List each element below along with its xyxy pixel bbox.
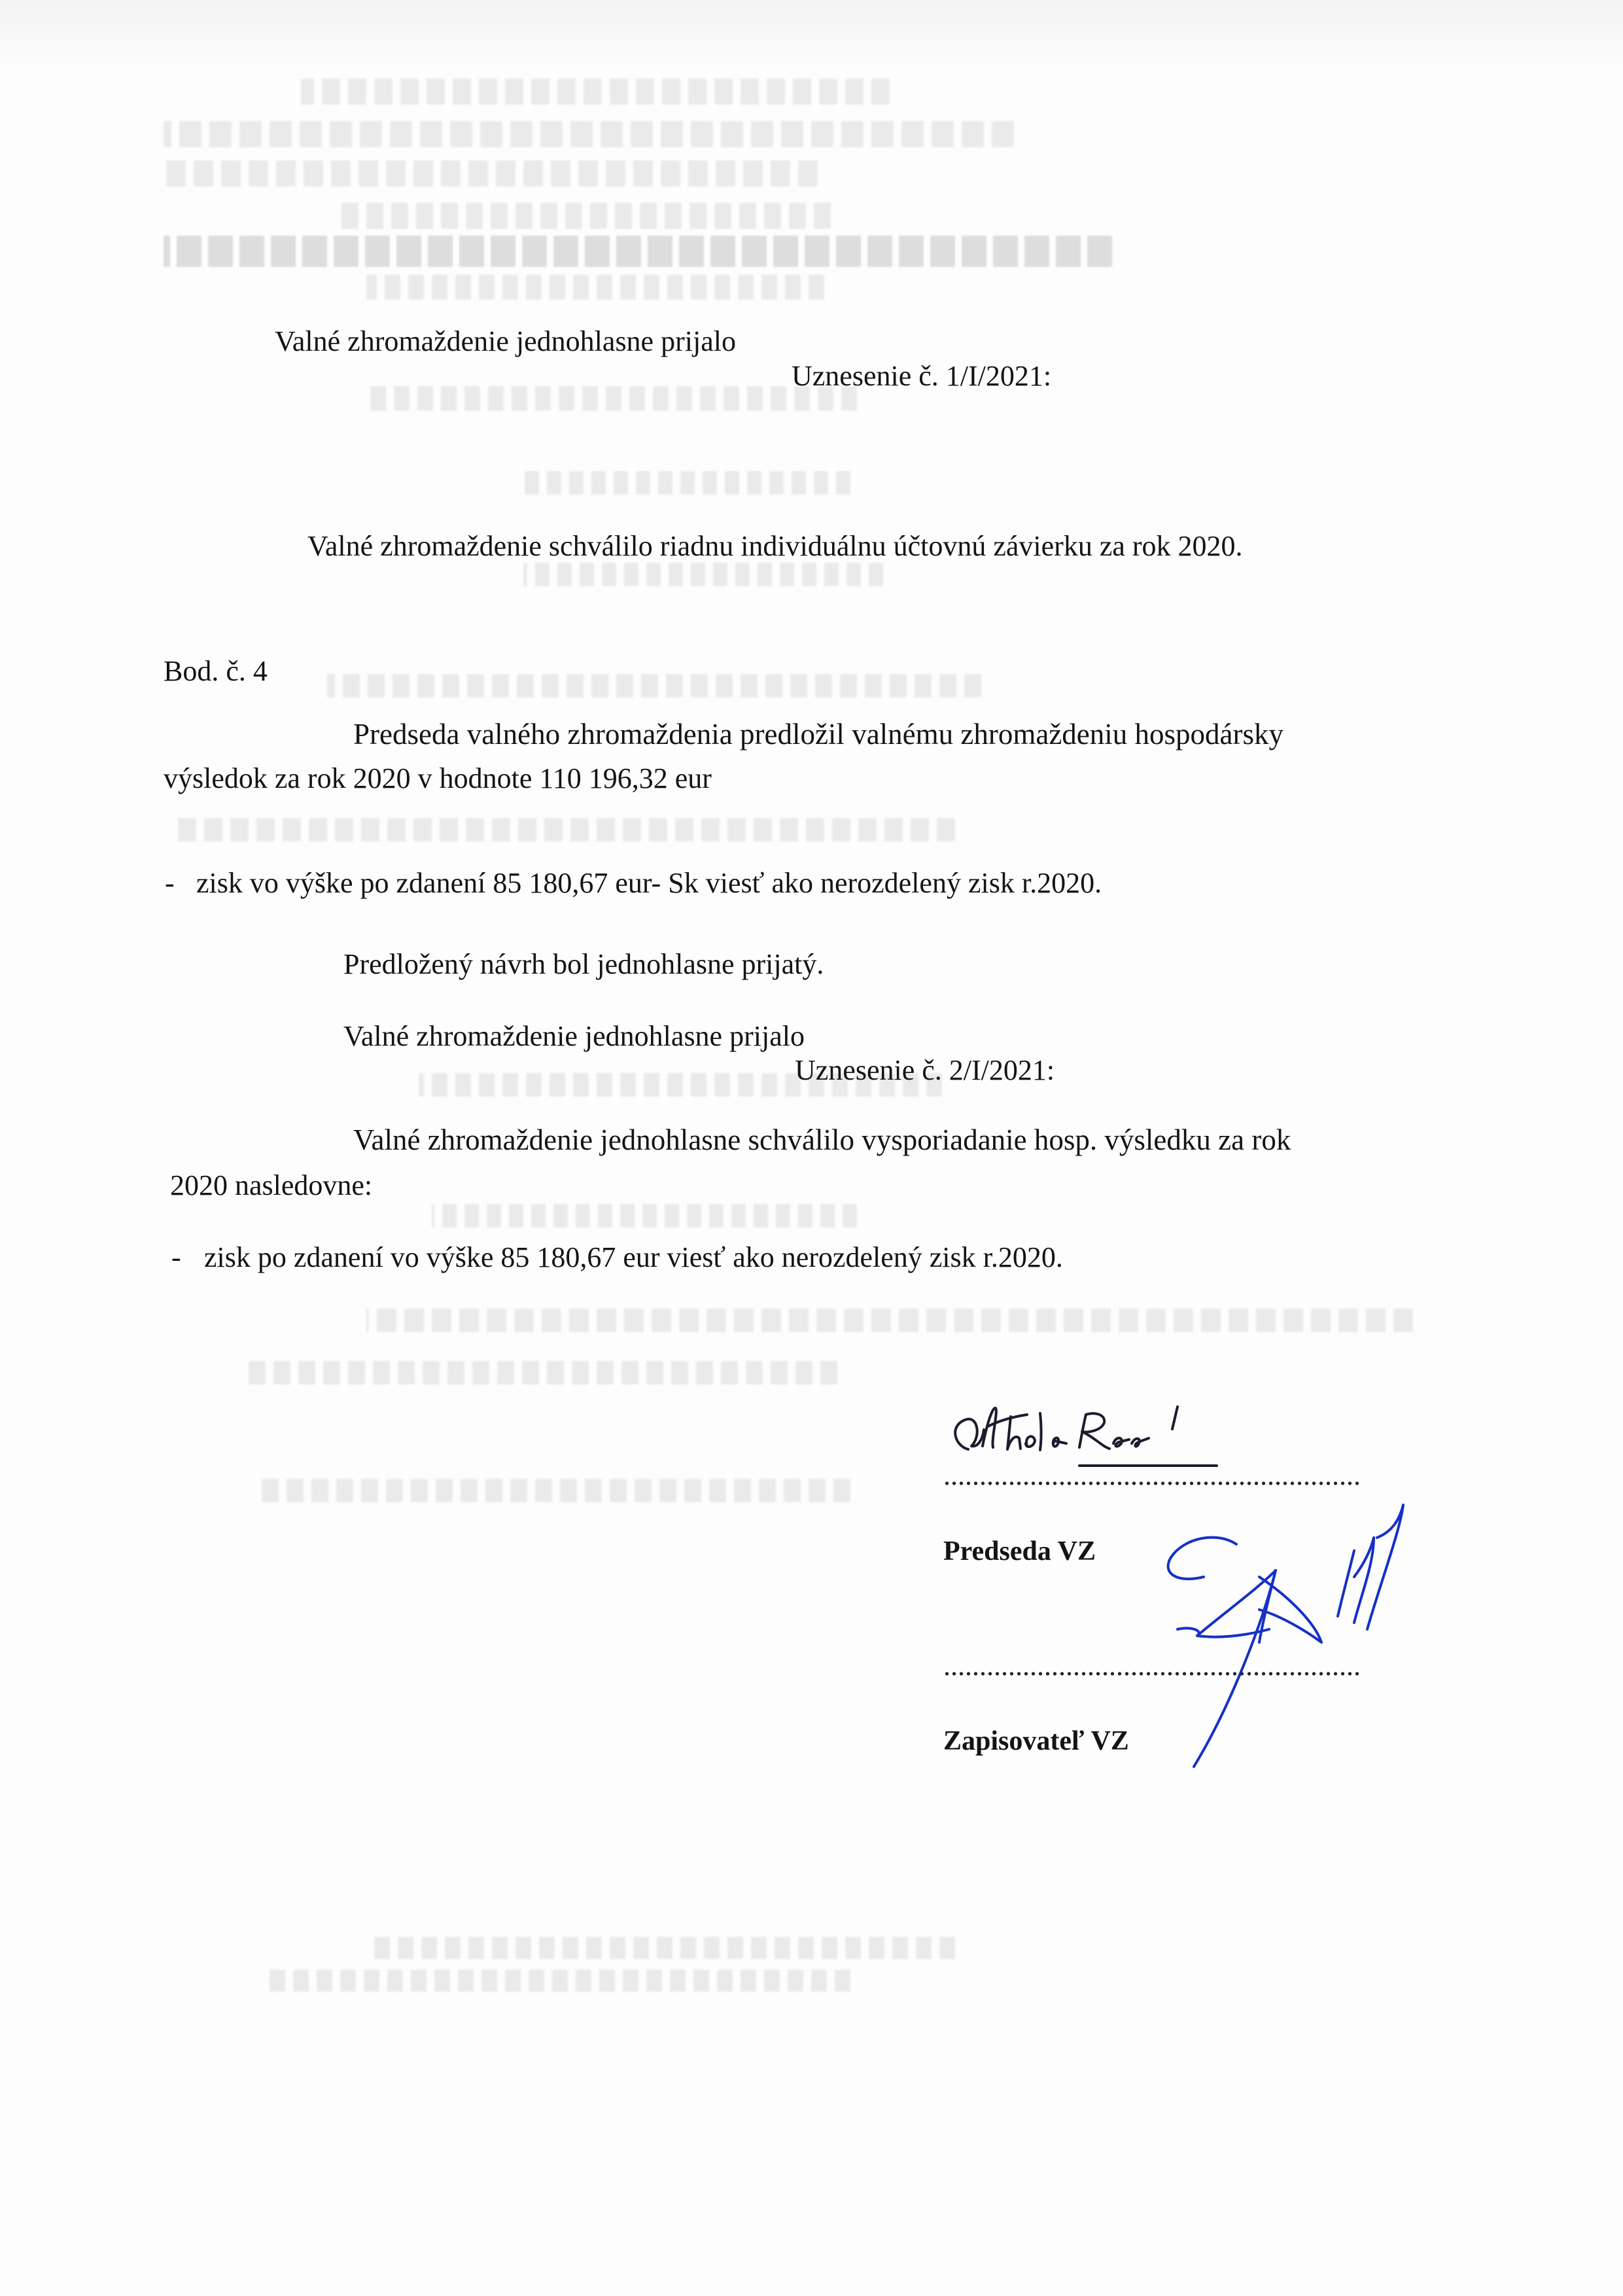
resolution-1-number: Uznesenie č. 1/I/2021: bbox=[792, 360, 1052, 392]
recorder-label: Zapisovateľ VZ bbox=[943, 1726, 1129, 1756]
resolution-2-intro: Valné zhromaždenie jednohlasne prijalo bbox=[343, 1020, 805, 1052]
item-4-approval: Predložený návrh bol jednohlasne prijatý. bbox=[343, 948, 824, 980]
chairman-signature-line bbox=[943, 1481, 1362, 1485]
item-4-paragraph-line-2: výsledok za rok 2020 v hodnote 110 196,32 eur bbox=[164, 762, 712, 794]
chairman-signature bbox=[942, 1400, 1243, 1485]
item-4-bullet-dash: - bbox=[165, 867, 175, 899]
recorder-signature bbox=[1106, 1492, 1446, 1793]
item-4-heading: Bod. č. 4 bbox=[164, 655, 268, 687]
scan-shadow bbox=[0, 0, 1623, 72]
resolution-2-text-line-2: 2020 nasledovne: bbox=[170, 1169, 373, 1201]
resolution-1-text: Valné zhromaždenie schválilo riadnu individuálnu účtovnú závierku za rok 2020. bbox=[307, 530, 1243, 562]
resolution-1-intro: Valné zhromaždenie jednohlasne prijalo bbox=[275, 325, 736, 357]
recorder-signature-line bbox=[943, 1672, 1362, 1676]
resolution-2-number: Uznesenie č. 2/I/2021: bbox=[795, 1054, 1055, 1086]
item-4-paragraph-line-1: Predseda valného zhromaždenia predložil valnému zhromaždeniu hospodársky bbox=[353, 718, 1284, 751]
resolution-2-bullet-text: zisk po zdanení vo výške 85 180,67 eur viesť ako nerozdelený zisk r.2020. bbox=[204, 1241, 1063, 1273]
item-4-bullet-text: zisk vo výške po zdanení 85 180,67 eur- Sk viesť ako nerozdelený zisk r.2020. bbox=[196, 867, 1102, 899]
resolution-2-bullet-dash: - bbox=[171, 1241, 181, 1273]
chairman-label: Predseda VZ bbox=[943, 1536, 1096, 1566]
resolution-2-text-line-1: Valné zhromaždenie jednohlasne schválilo vysporiadanie hosp. výsledku za rok bbox=[353, 1123, 1291, 1156]
